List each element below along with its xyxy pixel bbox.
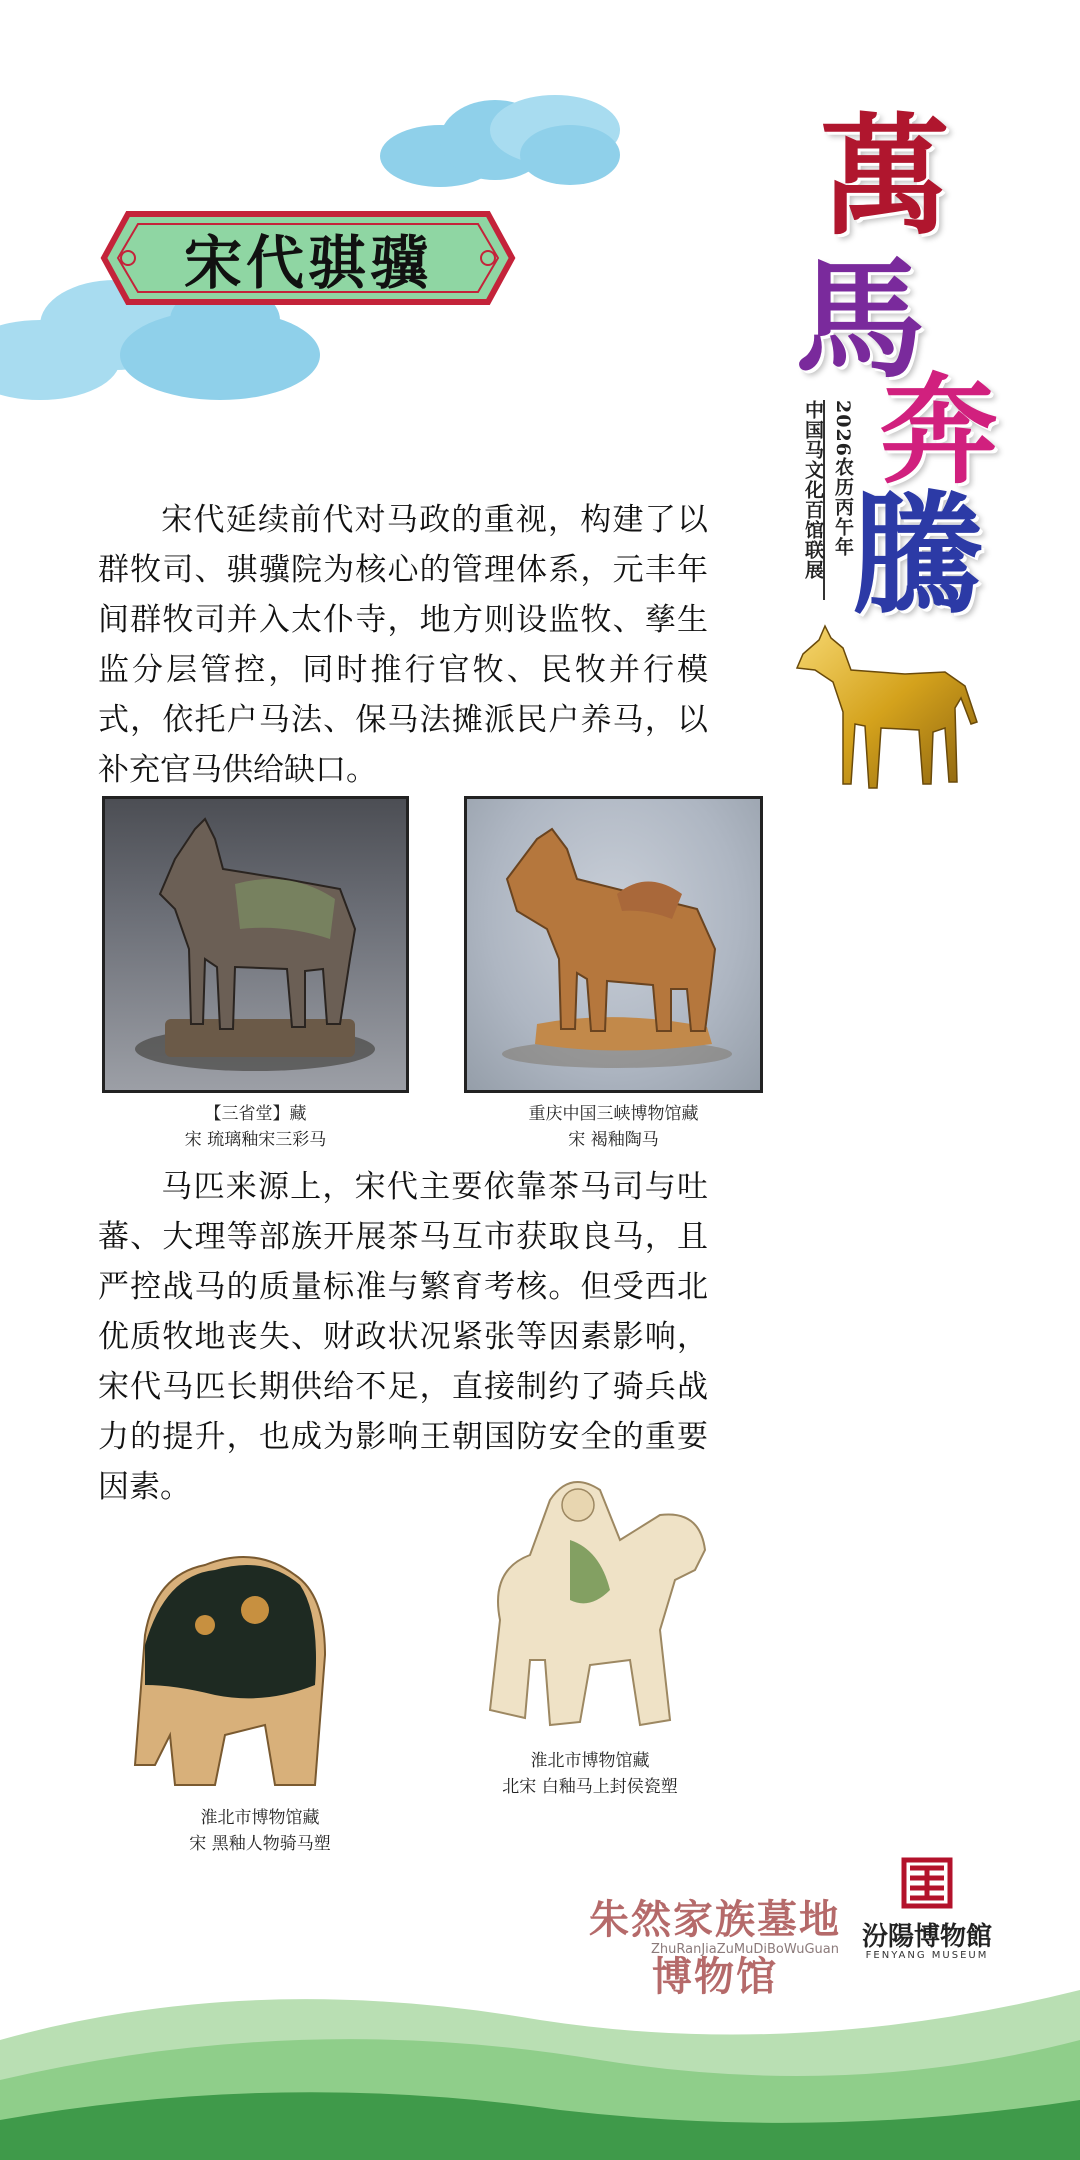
artifact-4-collection: 淮北市博物馆藏	[530, 1751, 650, 1771]
green-hills-decoration	[0, 1950, 1080, 2160]
title-banner	[98, 208, 518, 308]
artifact-caption-1	[102, 1101, 409, 1153]
black-glazed-rider-statue-image	[115, 1535, 345, 1795]
horse-source-paragraph-text: 马匹来源上，宋代主要依靠茶马司与吐蕃、大理等部族开展茶马互市获取良马，且严控战马的质量标准与繁育考核。但受西北优质牧地丧失、财政状况紧张等因素影响，宋代马匹长期供给不足，直接制约了骑兵战力的提升，也成为影响王朝国防安全的重要因素。	[98, 1169, 708, 1505]
zhuran-museum-name: 朱然家族墓地博物馆	[589, 1896, 841, 2000]
fenyang-museum-name: 汾陽博物館	[862, 1922, 993, 1952]
artifact-caption-3	[110, 1805, 410, 1857]
calligraphy-char-3: 奔	[880, 361, 999, 500]
artifact-caption-4	[440, 1748, 740, 1800]
cloud-top-right	[380, 95, 620, 190]
event-name-text: 中国马文化百馆联展	[802, 400, 824, 580]
sancai-horse-image	[105, 799, 406, 1090]
calligraphy-char-2: 馬	[795, 243, 926, 396]
fenyang-museum-en: FENYANG MUSEUM	[865, 1950, 989, 1961]
white-glazed-horse-monkey-statue-image	[470, 1460, 720, 1740]
intro-paragraph	[98, 495, 708, 795]
zhuran-museum-pinyin: ZhuRanJiaZuMuDiBoWuGuan	[651, 1942, 839, 1957]
fenyang-seal-icon	[862, 1856, 992, 1916]
artifact-1-collection: 【三省堂】藏	[204, 1104, 307, 1124]
page-title: 宋代骐骥	[183, 229, 432, 297]
calligraphy-char-1: 萬	[820, 100, 951, 253]
golden-horse-icon	[785, 612, 985, 812]
calligraphy-char-4: 騰	[852, 478, 984, 633]
artifact-caption-2	[464, 1101, 763, 1153]
artifact-2-collection: 重庆中国三峡博物馆藏	[528, 1104, 699, 1124]
artifact-4-name: 北宋 白釉马上封侯瓷塑	[502, 1777, 678, 1797]
brown-glazed-horse-image	[467, 799, 760, 1090]
artifact-3-collection: 淮北市博物馆藏	[200, 1808, 320, 1828]
artifact-photo-1	[102, 796, 409, 1093]
artifact-3-name: 宋 黑釉人物骑马塑	[189, 1834, 331, 1854]
intro-paragraph-text: 宋代延续前代对马政的重视，构建了以群牧司、骐骥院为核心的管理体系，元丰年间群牧司并入太仆寺，地方则设监牧、孳生监分层管控，同时推行官牧、民牧并行模式，依托户马法、保马法摊派民户养马，以补充官马供给缺口。	[98, 502, 708, 788]
artifact-1-name: 宋 琉璃釉宋三彩马	[184, 1130, 327, 1150]
artifact-2-name: 宋 褐釉陶马	[568, 1130, 659, 1150]
event-year-text: 2026农历丙午年	[832, 400, 854, 557]
artifact-photo-2	[464, 796, 763, 1093]
